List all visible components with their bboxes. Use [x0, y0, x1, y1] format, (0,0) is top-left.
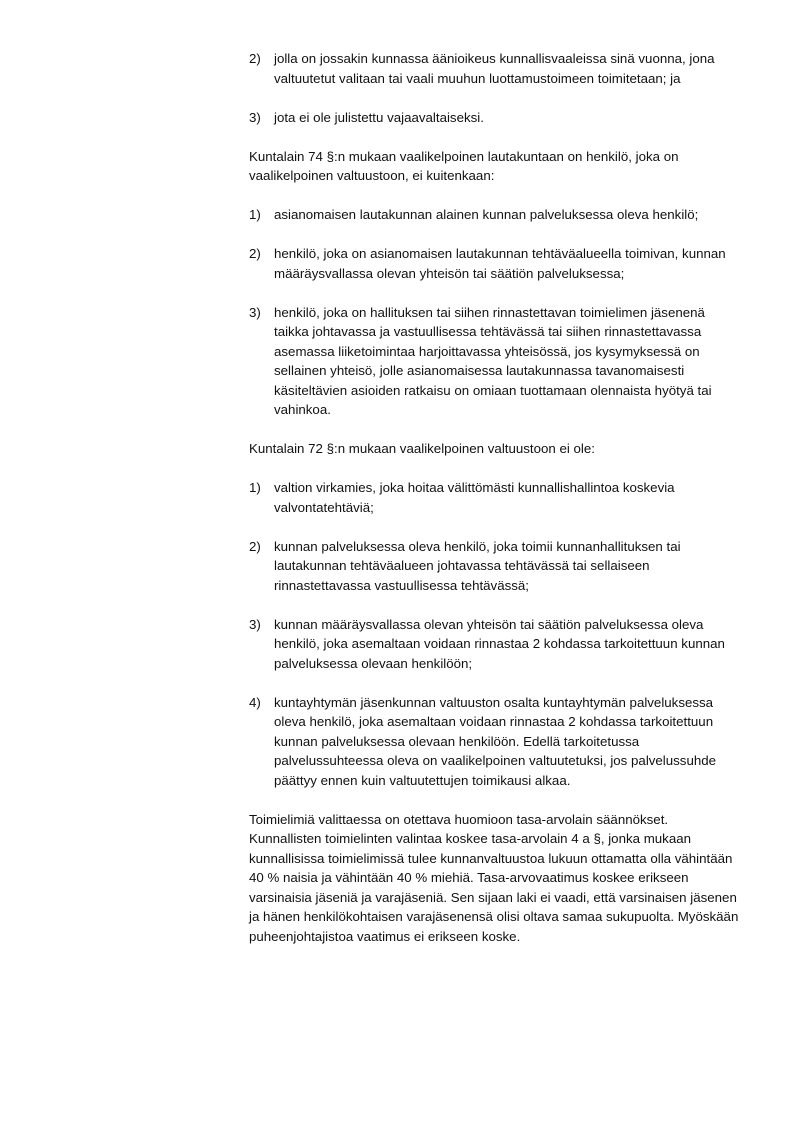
list-item-number: 2)	[249, 51, 261, 66]
list-item-text: jolla on jossakin kunnassa äänioikeus kunnallisvaaleissa sinä vuonna, jona valtuutetut valitaan tai vaali muuhun luottamustoimeen toimitetaan; ja	[274, 51, 715, 86]
list-item-number: 4)	[249, 694, 261, 710]
list-item-number: 2)	[249, 538, 261, 554]
list-item-number: 3)	[249, 616, 261, 632]
list-item	[249, 205, 739, 225]
list-item-text: asianomaisen lautakunnan alainen kunnan palveluksessa oleva henkilö;	[274, 207, 699, 222]
list-item-number: 1)	[249, 480, 261, 495]
list-item-number: 2)	[249, 246, 261, 261]
list-item-number: 1)	[249, 207, 261, 222]
list-item	[249, 537, 739, 596]
list-item-text: jota ei ole julistettu vajaavaltaiseksi.	[274, 109, 484, 125]
list-item	[249, 478, 739, 517]
list-item	[249, 244, 739, 283]
paragraph-kuntalaki-72: Kuntalain 72 §:n mukaan vaalikelpoinen valtuustoon ei ole:	[249, 441, 595, 456]
paragraph-tasa-arvolaki: Toimielimiä valittaessa on otettava huomioon tasa-arvolain säännökset. Kunnallisten toimielinten valintaa koskee tasa-arvolain 4 a §, jonka mukaan kunnallisissa toimielimissä tulee kunnanvaltuustoa lukuun ottamatta olla vähintään 40 % naisia ja vähintään 40 % miehiä. Tasa-arvovaatimus koskee erikseen varsinaisia jäseniä ja varajäseniä. Sen sijaan laki ei vaadi, että varsinaisen jäsenen ja hänen henkilökohtaisen varajäsenensä olisi oltava samaa sukupuolta. Myöskään puheenjohtajistoa vaatimus ei erikseen koske.	[249, 811, 739, 944]
paragraph-kuntalaki-74: Kuntalain 74 §:n mukaan vaalikelpoinen lautakuntaan on henkilö, joka on vaalikelpoinen valtuustoon, ei kuitenkaan:	[249, 148, 679, 183]
list-item-text: kunnan palveluksessa oleva henkilö, joka toimii kunnanhallituksen tai lautakunnan tehtäväalueen johtavassa tehtävässä tai sellaiseen rinnastettavassa vastuullisessa tehtävässä;	[274, 538, 681, 593]
list-item	[249, 303, 739, 420]
list-item-text: henkilö, joka on asianomaisen lautakunnan tehtäväalueella toimivan, kunnan määräysvallassa olevan yhteisön tai säätiön palveluksessa;	[274, 246, 726, 281]
list-item-text: kuntayhtymän jäsenkunnan valtuuston osalta kuntayhtymän palveluksessa oleva henkilö, joka asemaltaan voidaan rinnastaa 2 kohdassa tarkoitettuun kunnan palveluksessa olevaan henkilöön. Edellä tarkoitetussa palvelussuhteessa oleva on vaalikelpoinen valtuutetuksi, jos palvelussuhde päättyy ennen kuin valtuutettujen toimikausi alkaa.	[274, 694, 717, 788]
list-item-number: 3)	[249, 304, 261, 320]
list-item-number: 3)	[249, 109, 261, 125]
list-item-text: henkilö, joka on hallituksen tai siihen rinnastettavan toimielimen jäsenenä taikka johtavassa ja vastuullisessa tehtävässä tai siihen rinnastettavassa asemassa liiketoimintaa harjoittavassa yhteisössä, jos kysymyksessä on sellainen yhteisö, jolle asianomaisessa lautakunnassa tavanomaisesti käsiteltävien asioiden ratkaisu on omiaan tuottamaan olennaista hyötyä tai vahinkoa.	[274, 304, 712, 417]
document-page	[249, 49, 739, 966]
list-item	[249, 49, 739, 88]
list-item	[249, 615, 739, 674]
list-item	[249, 693, 739, 791]
list-item	[249, 108, 739, 128]
list-item-text: valtion virkamies, joka hoitaa välittömästi kunnallishallintoa koskevia valvontatehtäviä;	[274, 480, 675, 515]
list-item-text: kunnan määräysvallassa olevan yhteisön tai säätiön palveluksessa oleva henkilö, joka asemaltaan voidaan rinnastaa 2 kohdassa tarkoitettuun kunnan palveluksessa olevaan henkilöön;	[274, 616, 725, 671]
